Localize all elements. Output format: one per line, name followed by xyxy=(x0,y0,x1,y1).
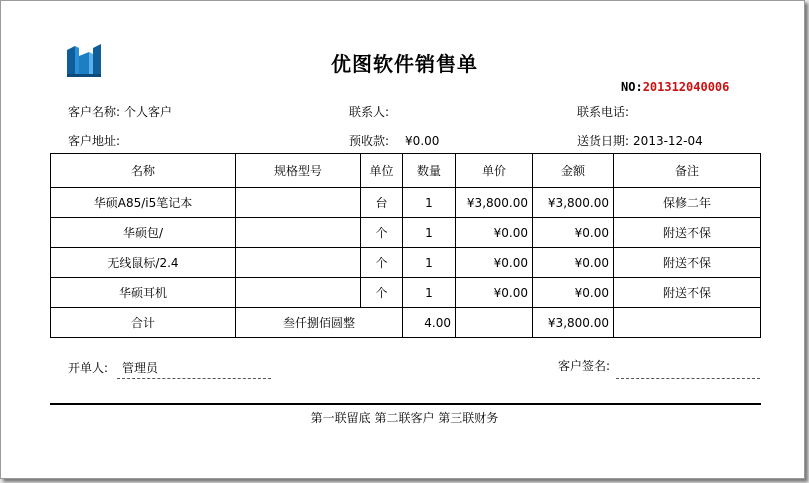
cell-unit-price: ¥0.00 xyxy=(456,278,533,308)
cell-name: 华硕耳机 xyxy=(51,278,236,308)
total-amount: ¥3,800.00 xyxy=(533,308,614,338)
customer-signature-dashed-line xyxy=(616,378,760,379)
cell-amount: ¥0.00 xyxy=(533,218,614,248)
cell-remark: 附送不保 xyxy=(614,248,761,278)
customer-signature-label: 客户签名: xyxy=(558,359,611,373)
issuer-field xyxy=(68,359,158,376)
cell-amount: ¥3,800.00 xyxy=(533,188,614,218)
cell-spec xyxy=(236,278,361,308)
cell-quantity: 1 xyxy=(403,188,456,218)
cell-amount: ¥0.00 xyxy=(533,248,614,278)
cell-unit-price: ¥3,800.00 xyxy=(456,188,533,218)
cell-spec xyxy=(236,248,361,278)
address-label: 客户地址: xyxy=(68,134,121,148)
issuer-dashed-line xyxy=(117,378,271,379)
table-row xyxy=(51,188,761,218)
table-row xyxy=(51,278,761,308)
customer-signature-field xyxy=(558,357,610,374)
header-unit: 单位 xyxy=(361,154,403,188)
contact-field xyxy=(349,103,393,120)
prepaid-label: 预收款: xyxy=(349,134,390,148)
delivery-date-field xyxy=(577,132,703,149)
total-quantity: 4.00 xyxy=(403,308,456,338)
cell-unit: 台 xyxy=(361,188,403,218)
cell-name: 无线鼠标/2.4 xyxy=(51,248,236,278)
cell-remark: 保修二年 xyxy=(614,188,761,218)
delivery-date-label: 送货日期: xyxy=(577,134,630,148)
cell-quantity: 1 xyxy=(403,248,456,278)
cell-remark: 附送不保 xyxy=(614,218,761,248)
total-label: 合计 xyxy=(51,308,236,338)
header-amount: 金额 xyxy=(533,154,614,188)
footer-divider xyxy=(50,403,761,405)
total-row xyxy=(51,308,761,338)
cell-quantity: 1 xyxy=(403,218,456,248)
header-spec: 规格型号 xyxy=(236,154,361,188)
copy-distribution-footer: 第一联留底 第二联客户 第三联财务 xyxy=(310,411,499,425)
cell-name: 华硕包/ xyxy=(51,218,236,248)
serial-number-value: 201312040006 xyxy=(642,80,730,94)
cell-spec xyxy=(236,188,361,218)
table-header-row xyxy=(51,154,761,188)
customer-name-value: 个人客户 xyxy=(124,105,173,119)
cell-unit-price: ¥0.00 xyxy=(456,248,533,278)
total-remark xyxy=(614,308,761,338)
header-name: 名称 xyxy=(51,154,236,188)
customer-name-field xyxy=(68,103,172,120)
customer-name-label: 客户名称: xyxy=(68,105,121,119)
header-quantity: 数量 xyxy=(403,154,456,188)
total-unit-price xyxy=(456,308,533,338)
table-row xyxy=(51,218,761,248)
cell-quantity: 1 xyxy=(403,278,456,308)
issuer-value: 管理员 xyxy=(122,361,159,375)
issuer-label: 开单人: xyxy=(68,361,109,375)
delivery-date-value: 2013-12-04 xyxy=(633,134,703,148)
cell-name: 华硕A85/i5笔记本 xyxy=(51,188,236,218)
cell-spec xyxy=(236,218,361,248)
table-row xyxy=(51,248,761,278)
serial-number-label: NO: xyxy=(621,80,643,94)
document-title: 优图软件销售单 xyxy=(331,52,478,76)
items-table xyxy=(50,153,761,338)
cell-remark: 附送不保 xyxy=(614,278,761,308)
phone-label: 联系电话: xyxy=(577,105,630,119)
address-field xyxy=(68,132,124,149)
header-unit-price: 单价 xyxy=(456,154,533,188)
total-amount-in-words: 叁仟捌佰圆整 xyxy=(236,308,403,338)
prepaid-value: ¥0.00 xyxy=(405,134,440,148)
contact-label: 联系人: xyxy=(349,105,390,119)
cell-unit: 个 xyxy=(361,218,403,248)
header-remark: 备注 xyxy=(614,154,761,188)
cell-amount: ¥0.00 xyxy=(533,278,614,308)
prepaid-field xyxy=(349,132,439,149)
phone-field xyxy=(577,103,633,120)
cell-unit: 个 xyxy=(361,278,403,308)
cell-unit-price: ¥0.00 xyxy=(456,218,533,248)
cell-unit: 个 xyxy=(361,248,403,278)
serial-number xyxy=(621,80,729,94)
